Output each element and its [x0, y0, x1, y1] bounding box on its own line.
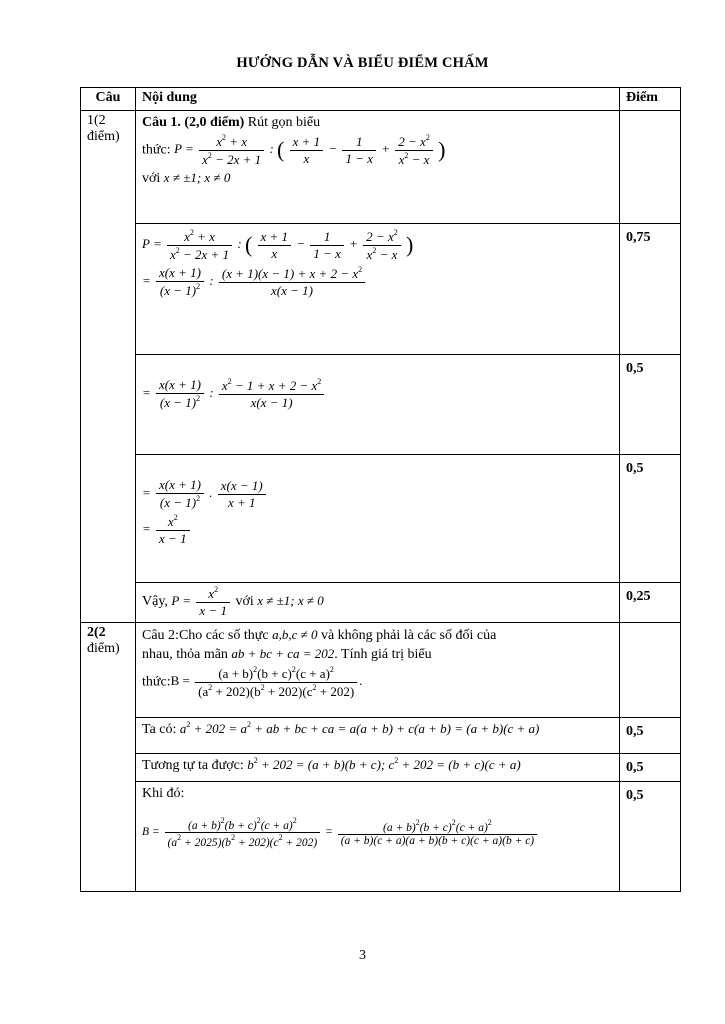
q1-step1-row [81, 224, 681, 355]
q2-step2-row [81, 754, 681, 782]
q2-step3-row [81, 782, 681, 892]
q1-statement: Câu 1. (2,0 điểm) Rút gọn biểu thức: P = $\frac{x^2 + x}{x^2 - 2x + 1}$ : ( $\frac{x + 1}{x}$ − $\frac{1}{1 - x}$ + $\frac{2 - x^2}{x^2 - x}$ ) với x ≠ ±1; x ≠ 0 [136, 111, 620, 224]
q2-score-3: 0,5 [620, 782, 681, 892]
q1-step2: = $\frac{x(x + 1)}{(x - 1)^2}$ : $\frac{x^2 - 1 + x + 2 - x^2}{x(x - 1)}$ [136, 355, 620, 455]
q2-score-2: 0,5 [620, 754, 681, 782]
q2-score-1: 0,5 [620, 718, 681, 754]
q1-step2-row [81, 355, 681, 455]
q2-statement-score [620, 623, 681, 718]
q1-conclusion: Vậy, P = $\frac{x^2}{x - 1}$ với x ≠ ±1; x ≠ 0 [136, 583, 620, 623]
q2-statement-row [81, 623, 681, 718]
table-header-row [81, 88, 681, 111]
document-title: HƯỚNG DẪN VÀ BIỂU ĐIỂM CHẤM [236, 55, 489, 71]
q1-conclusion-row [81, 583, 681, 623]
q2-step2: Tương tự ta được: $b^2 + 202 = (a + b)(b + c)$; $c^2 + 202 = (b + c)(c + a)$ [136, 754, 620, 782]
q1-label: 1(2 điểm) [81, 111, 136, 623]
q1-step3: = $\frac{x(x + 1)}{(x - 1)^2}$ . $\frac{x(x - 1)}{x + 1}$ = $\frac{x^2}{x - 1}$ [136, 455, 620, 583]
q2-step1-row [81, 718, 681, 754]
q1-score-3: 0,5 [620, 455, 681, 583]
q2-statement: Câu 2:Cho các số thực a,b,c ≠ 0 và không phải là các số đối của nhau, thỏa mãn ab + bc + ca = 202. Tính giá trị biểu thức:B = $\frac{(a + b)^2(b + c)^2(c + a)^2}{(a^2 + 202)(b^2 + 202)(c^2 + 202)}$ . [136, 623, 620, 718]
q2-label: 2(2 điểm) [81, 623, 136, 892]
q1-step1: P = $\frac{x^2 + x}{x^2 - 2x + 1}$ : ( $\frac{x + 1}{x}$ − $\frac{1}{1 - x}$ + $\frac{2 - x^2}{x^2 - x}$ ) = $\frac{x(x + 1)}{(x - 1)^2}$ : $\frac{(x + 1)(x - 1) + x + 2 - x^2}{x(x - 1)}$ [136, 224, 620, 355]
q1-step3-row [81, 455, 681, 583]
q1-statement-row [81, 111, 681, 224]
page-number: 3 [359, 948, 366, 963]
q2-step1: Ta có: $a^2 + 202 = a^2$ + ab + bc + ca = a(a + b) + c(a + b) = (a + b)(c + a) [136, 718, 620, 754]
q1-score-4: 0,25 [620, 583, 681, 623]
header-noidung: Nội dung [136, 88, 620, 111]
header-cau: Câu [81, 88, 136, 111]
q1-expression: thức: P = $\frac{x^2 + x}{x^2 - 2x + 1}$ : ( $\frac{x + 1}{x}$ − $\frac{1}{1 - x}$ + $\frac{2 - x^2}{x^2 - x}$ ) [142, 133, 446, 167]
q2-step3: Khi đó: B = $\frac{(a + b)^2(b + c)^2(c + a)^2}{(a^2 + 2025)(b^2 + 202)(c^2 + 202)}$ = $\frac{(a + b)^2(b + c)^2(c + a)^2}{(a + b)(c + a)(a + b)(b + c)(c + a)(b + c)}$ [136, 782, 620, 892]
grading-table [80, 87, 681, 892]
q1-score-2: 0,5 [620, 355, 681, 455]
header-diem: Điểm [620, 88, 681, 111]
q1-score-1: 0,75 [620, 224, 681, 355]
q1-statement-score [620, 111, 681, 224]
